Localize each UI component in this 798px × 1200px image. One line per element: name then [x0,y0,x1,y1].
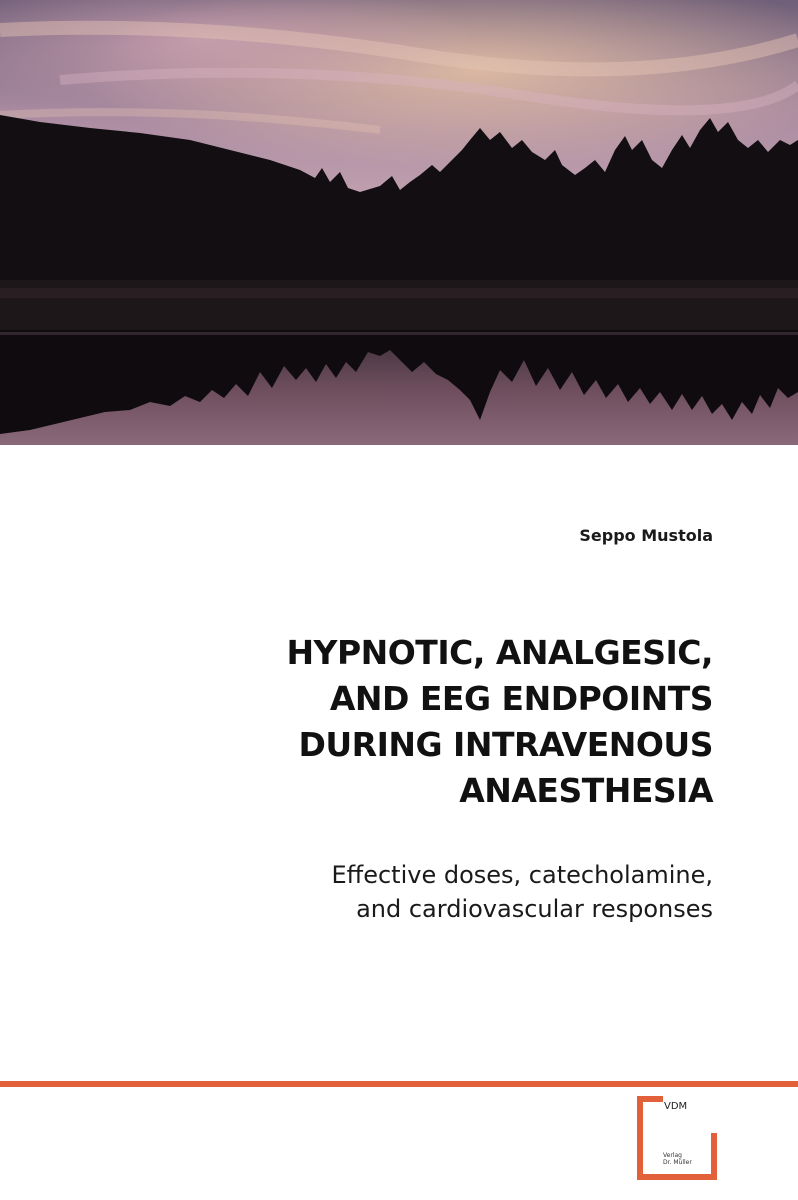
title-line-1: HYPNOTIC, ANALGESIC, [286,633,713,672]
publisher-logo-text: VDM [664,1101,688,1112]
book-title [73,630,713,814]
imprint-line-1: Verlag [663,1152,682,1159]
imprint-line-2: Dr. Müller [663,1159,692,1166]
publisher-imprint [663,1152,692,1166]
subtitle-line-2: and cardiovascular responses [356,895,713,923]
cover-photo [0,0,798,445]
author-name: Seppo Mustola [579,526,713,545]
subtitle-line-1: Effective doses, catecholamine, [331,861,713,889]
book-subtitle [73,858,713,926]
title-line-2: AND EEG ENDPOINTS [329,679,713,718]
accent-divider [0,1081,798,1087]
title-line-4: ANAESTHESIA [459,771,713,810]
title-line-3: DURING INTRAVENOUS [298,725,713,764]
